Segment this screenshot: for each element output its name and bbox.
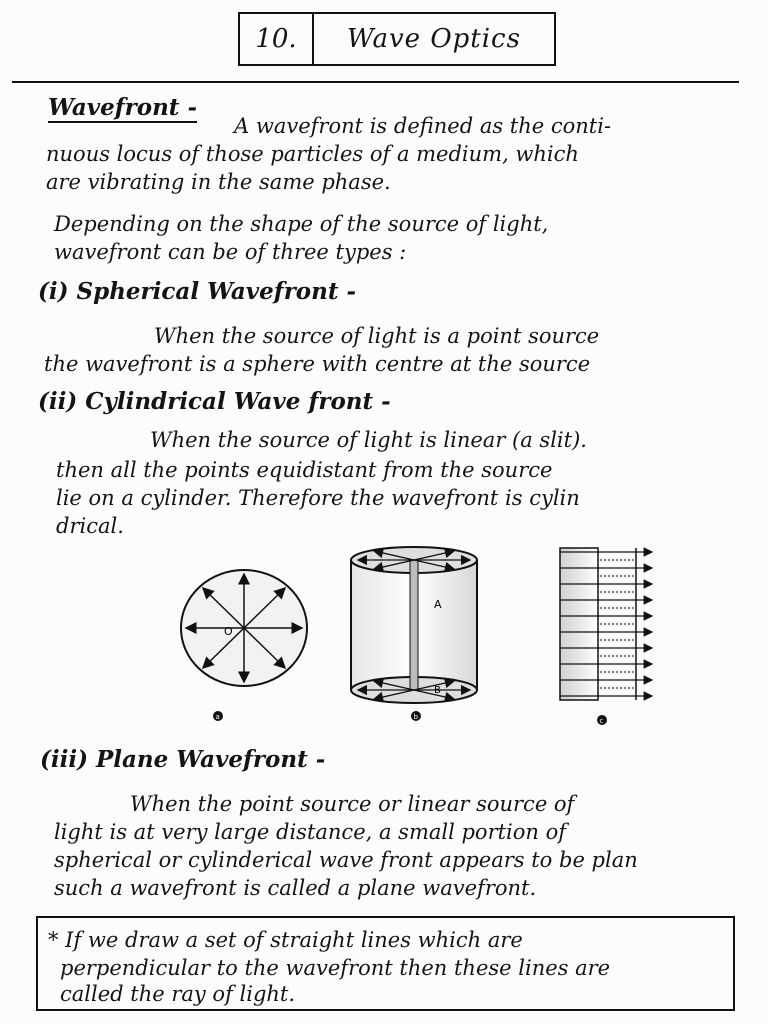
types-intro-line-1: Depending on the shape of the source of light, — [54, 212, 549, 236]
plane-line-1: When the point source or linear source of — [130, 792, 575, 816]
plane-line-2: light is at very large distance, a small portion of — [54, 820, 567, 844]
header-rule — [12, 81, 739, 83]
cylindrical-heading: (ii) Cylindrical Wave front - — [38, 388, 391, 415]
chapter-number: 10. — [240, 14, 314, 64]
plane-heading: (iii) Plane Wavefront - — [40, 746, 326, 773]
spherical-diagram — [181, 570, 307, 721]
spherical-line-1: When the source of light is a point source — [154, 324, 600, 348]
note-line-2: perpendicular to the wavefront then these lines are — [60, 956, 611, 980]
cylindrical-line-2: then all the points equidistant from the source — [56, 458, 553, 482]
cylindrical-line-4: drical. — [56, 514, 124, 538]
wavefront-line-1: A wavefront is defined as the conti- — [234, 114, 612, 138]
spherical-line-2: the wavefront is a sphere with centre at the source — [44, 352, 591, 376]
plane-line-4: such a wavefront is called a plane wavefront. — [54, 876, 537, 900]
ray-definition-box — [36, 916, 735, 1011]
spherical-heading: (i) Spherical Wavefront - — [38, 278, 357, 305]
wavefront-figure — [160, 540, 680, 730]
caption-b: b — [413, 713, 418, 721]
note-line-1: * If we draw a set of straight lines which are — [48, 928, 523, 952]
chapter-title-box — [238, 12, 556, 66]
wavefront-line-3: are vibrating in the same phase. — [46, 170, 391, 194]
cylindrical-diagram — [351, 547, 477, 721]
types-intro-line-2: wavefront can be of three types : — [54, 240, 407, 264]
note-line-3: called the ray of light. — [60, 982, 296, 1006]
wavefront-line-2: nuous locus of those particles of a medium, which — [46, 142, 579, 166]
caption-a: a — [215, 713, 220, 721]
caption-c: c — [599, 717, 604, 725]
point-b-label: B — [434, 685, 441, 696]
cylindrical-line-3: lie on a cylinder. Therefore the wavefront is cylin — [56, 486, 580, 510]
center-label: O — [224, 625, 233, 638]
wavefront-heading: Wavefront - — [48, 94, 197, 121]
plane-diagram — [560, 548, 652, 725]
plane-line-3: spherical or cylinderical wave front appears to be plan — [54, 848, 638, 872]
cylindrical-line-1: When the source of light is linear (a slit). — [150, 428, 587, 452]
chapter-title: Wave Optics — [347, 24, 521, 54]
point-a-label: A — [434, 598, 442, 611]
